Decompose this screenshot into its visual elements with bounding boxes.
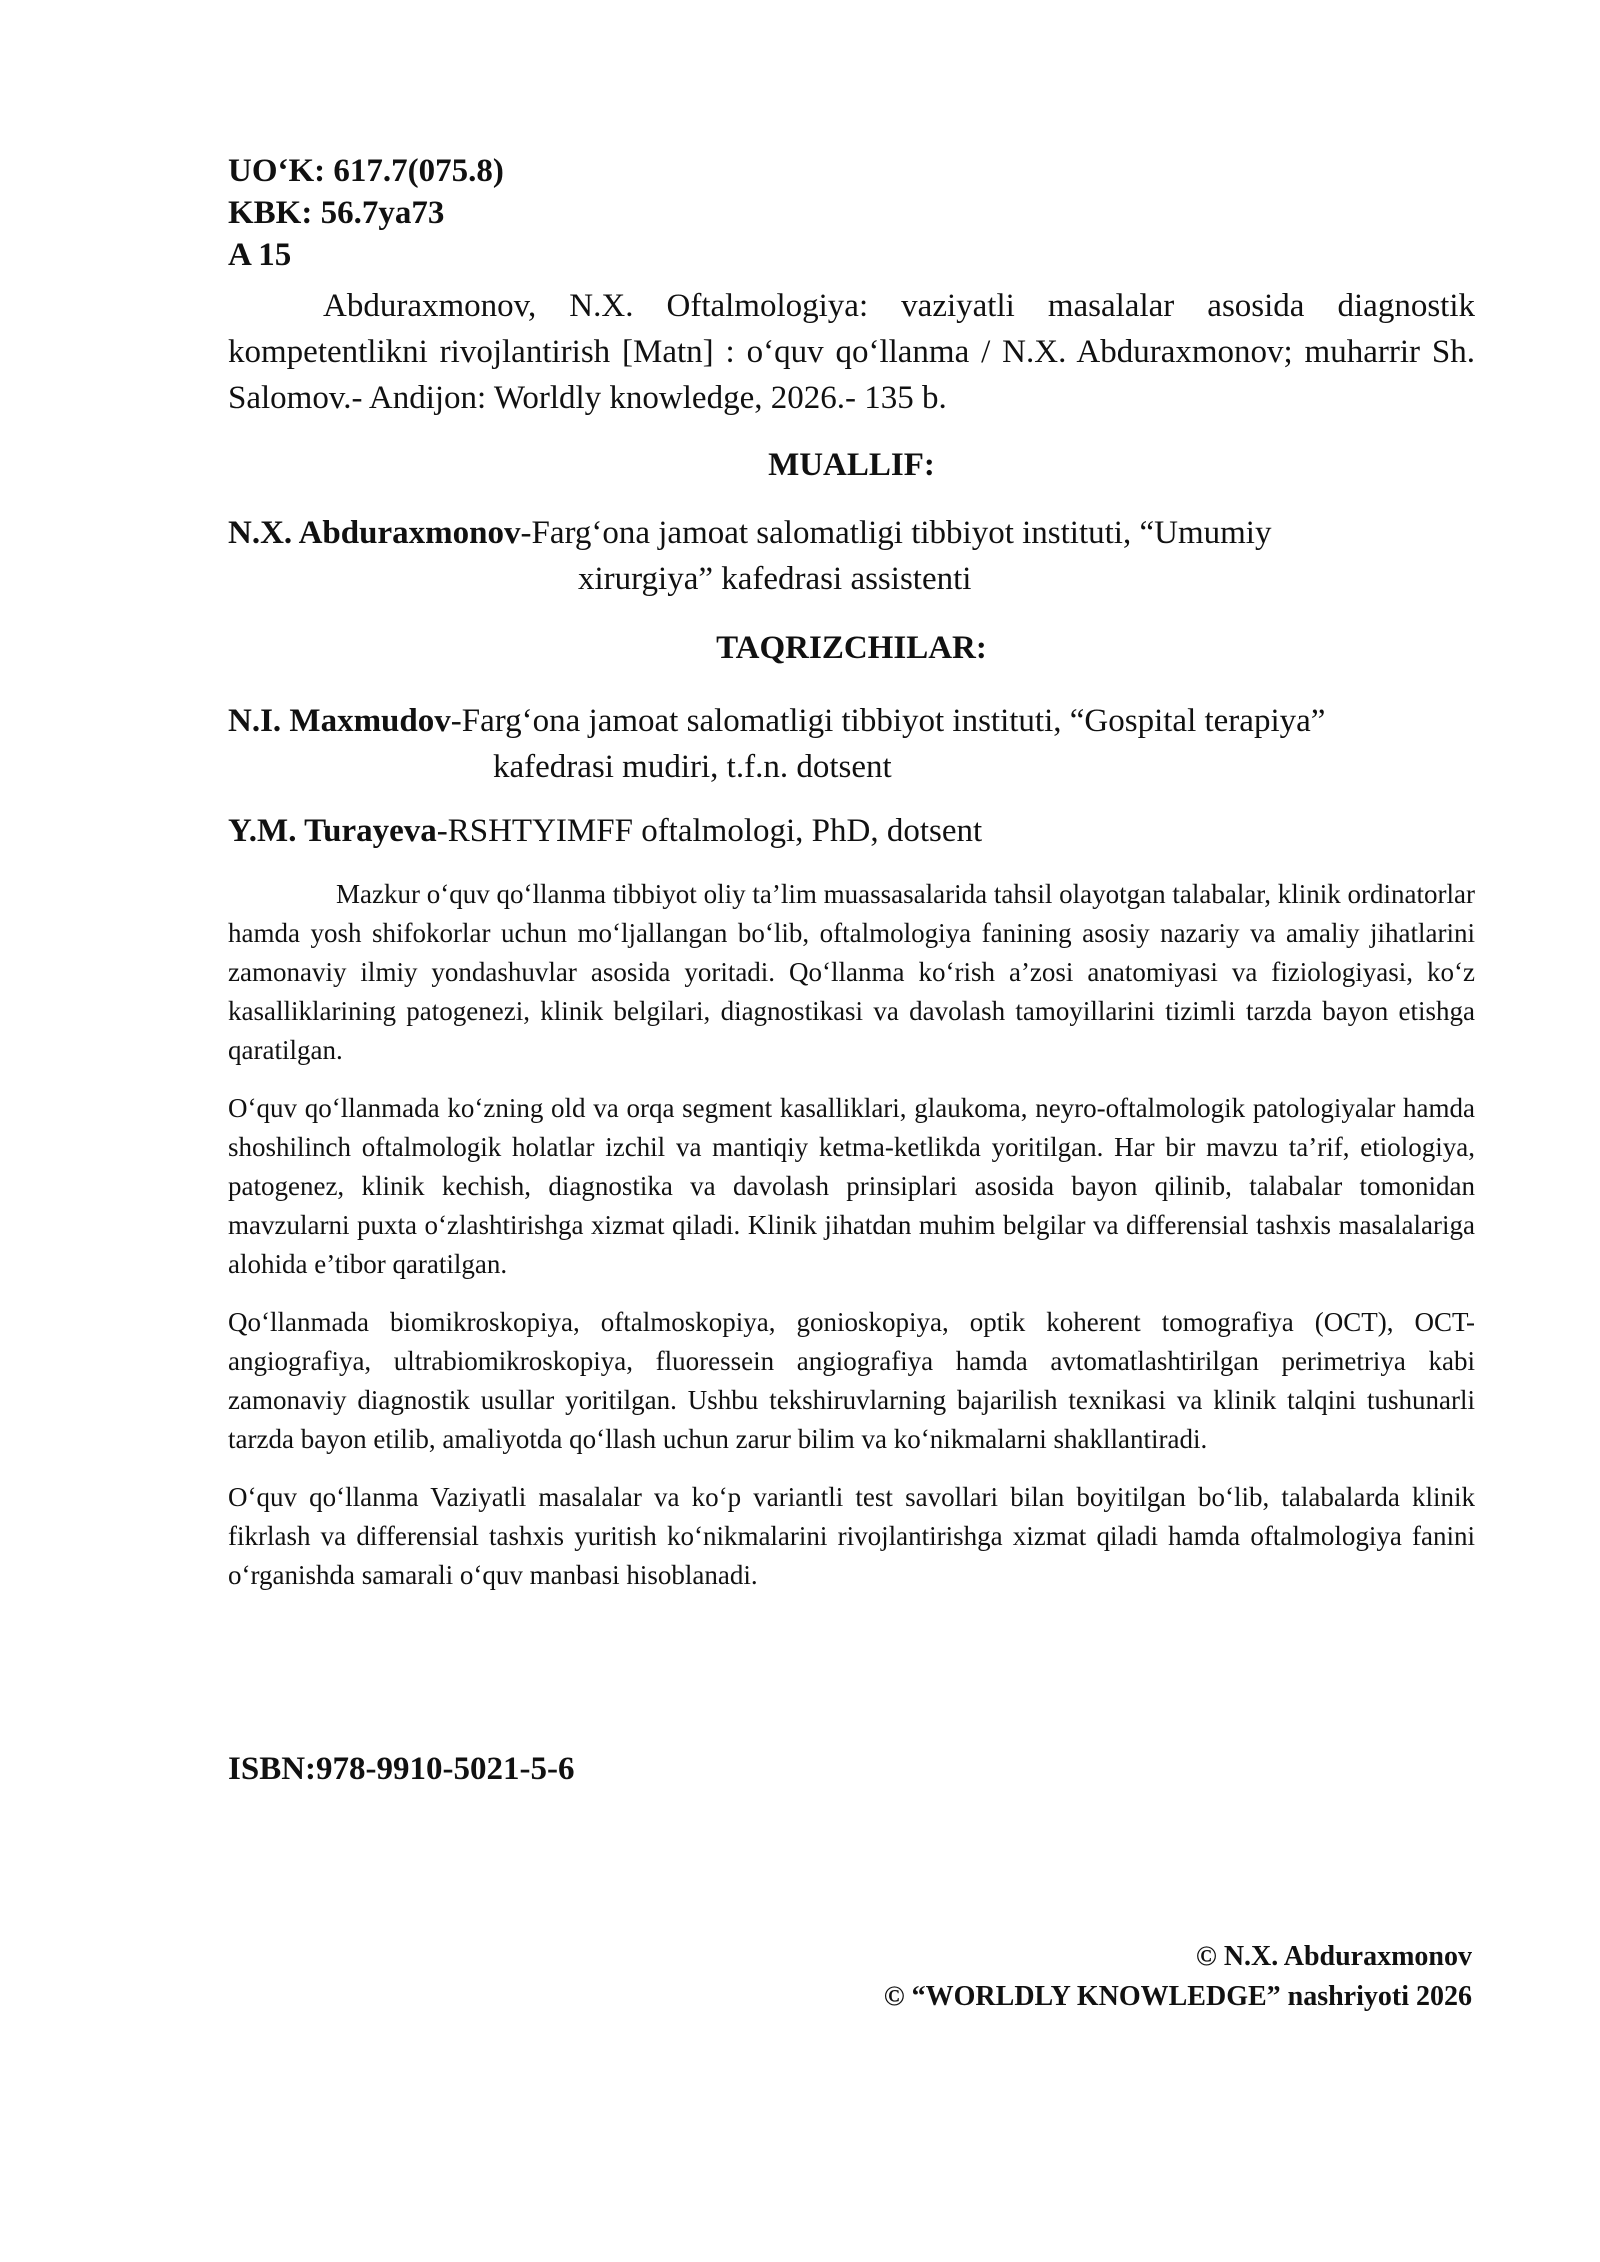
- uok-code: UO‘K: 617.7(075.8): [228, 153, 504, 189]
- author-affiliation-line1: -Farg‘ona jamoat salomatligi tibbiyot instituti, “Umumiy: [520, 515, 1272, 551]
- copyright-author: © N.X. Abduraxmonov: [1195, 1941, 1472, 1972]
- reviewer-affiliation-line1: -Farg‘ona jamoat salomatligi tibbiyot instituti, “Gospital terapiya”: [450, 703, 1326, 739]
- copyright-publisher: © “WORLDLY KNOWLEDGE” nashriyoti 2026: [883, 1981, 1472, 2012]
- author-entry: [228, 510, 1271, 602]
- reviewers-heading: TAQRIZCHILAR:: [716, 630, 987, 666]
- author-heading: MUALLIF:: [768, 447, 935, 483]
- kbk-code: KBK: 56.7ya73: [228, 195, 445, 231]
- abstract: [228, 875, 1475, 1614]
- abstract-paragraph: Mazkur o‘quv qo‘llanma tibbiyot oliy ta’lim muassasalarida tahsil olayotgan talabalar, klinik ordinatorlar hamda yosh shifokorlar uchun mo‘ljallangan bo‘lib, oftalmologiya fanining asosiy nazariy va amaliy jihatlarini zamonaviy ilmiy yondashuvlar asosida yoritadi. Qo‘llanma ko‘rish a’zosi anatomiyasi va fiziologiyasi, ko‘z kasalliklarining patogenezi, klinik belgilari, diagnostikasi va davolash tamoyillarini tizimli tarzda bayon etishga qaratilgan.: [228, 879, 1475, 1065]
- author-name: N.X. Abduraxmonov: [228, 515, 521, 551]
- classification-codes: [228, 150, 504, 276]
- abstract-paragraph: O‘quv qo‘llanmada ko‘zning old va orqa segment kasalliklari, glaukoma, neyro-oftalmologik patologiyalar hamda shoshilinch oftalmologik holatlar izchil va mantiqiy ketma-ketlikda yoritilgan. Har bir mavzu ta’rif, etiologiya, patogenez, klinik kechish, diagnostika va davolash prinsiplari asosida bayon qilinib, talabalar tomonidan mavzularni puxta o‘zlashtirishga xizmat qiladi. Klinik jihatdan muhim belgilar va differensial tashxis masalalariga alohida e’tibor qaratilgan.: [228, 1093, 1475, 1279]
- reviewer-entry: [228, 698, 1325, 790]
- reviewer-entry: [228, 808, 982, 854]
- author-mark: A 15: [228, 237, 292, 273]
- title-verso-page: [228, 0, 1492, 2262]
- author-affiliation-line2: xirurgiya” kafedrasi assistenti: [578, 561, 972, 597]
- reviewer-affiliation-line2: kafedrasi mudiri, t.f.n. dotsent: [493, 749, 892, 785]
- abstract-paragraph: O‘quv qo‘llanma Vaziyatli masalalar va ko‘p variantli test savollari bilan boyitilgan bo‘lib, talabalarda klinik fikrlash va differensial tashxis yuritish ko‘nikmalarini rivojlantirishga xizmat qiladi hamda oftalmologiya fanini o‘rganishda samarali o‘quv manbasi hisoblanadi.: [228, 1482, 1475, 1590]
- copyright-block: [884, 1937, 1472, 2017]
- reviewer-name: N.I. Maxmudov: [228, 703, 451, 739]
- isbn: ISBN:978-9910-5021-5-6: [228, 1751, 575, 1787]
- abstract-paragraph: Qo‘llanmada biomikroskopiya, oftalmoskopiya, gonioskopiya, optik koherent tomografiya (OCT), OCT-angiografiya, ultrabiomikroskopiya, fluoressein angiografiya hamda avtomatlashtirilgan perimetriya kabi zamonaviy diagnostik usullar yoritilgan. Ushbu tekshiruvlarning bajarilish texnikasi va klinik talqini tushunarli tarzda bayon etilib, amaliyotda qo‘llash uchun zarur bilim va ko‘nikmalarni shakllantiradi.: [228, 1307, 1475, 1454]
- bibliographic-record: Abduraxmonov, N.X. Oftalmologiya: vaziyatli masalalar asosida diagnostik kompetentlikni rivojlantirish [Matn] : o‘quv qo‘llanma / N.X. Abduraxmonov; muharrir Sh. Salomov.- Andijon: Worldly knowledge, 2026.- 135 b.: [228, 288, 1475, 416]
- reviewer-name: Y.M. Turayeva: [228, 813, 437, 849]
- reviewer-affiliation-line1: -RSHTYIMFF oftalmologi, PhD, dotsent: [436, 813, 983, 849]
